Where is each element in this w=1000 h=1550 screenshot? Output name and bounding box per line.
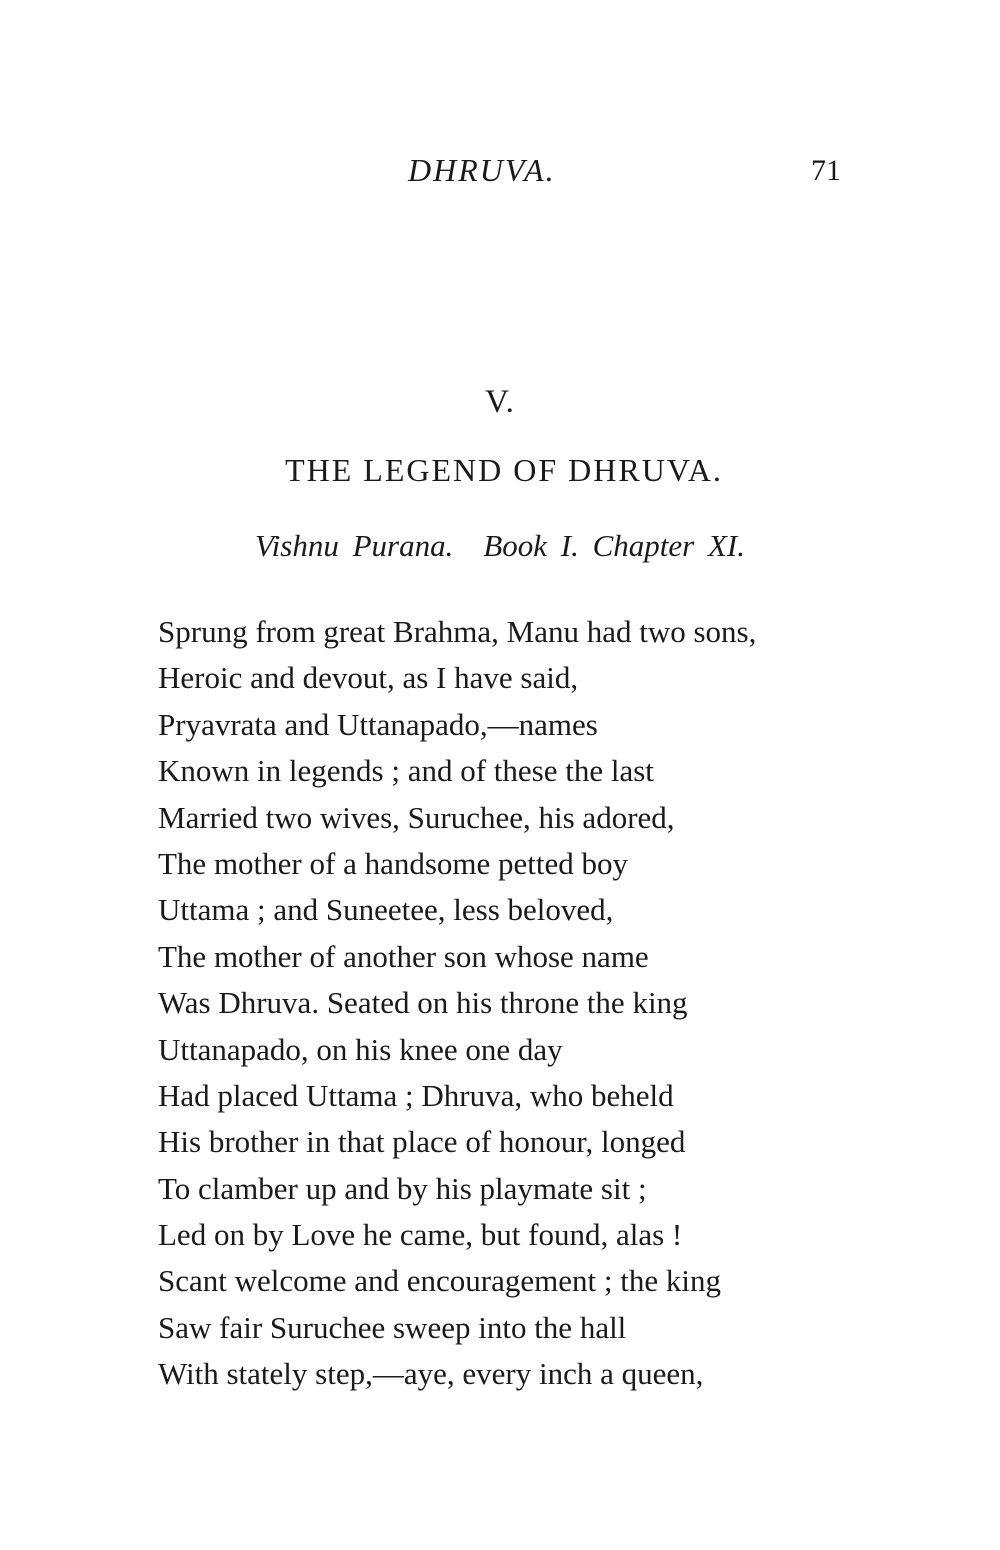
poem-line: Pryavrata and Uttanapado,—names [158, 706, 598, 742]
poem-line: The mother of a handsome petted boy [158, 845, 629, 881]
section-number: V. [485, 384, 515, 420]
poem-line: Married two wives, Suruchee, his adored, [158, 799, 675, 835]
poem-body [158, 609, 878, 1398]
poem-line: Uttanapado, on his knee one day [158, 1031, 563, 1067]
poem-line: With stately step,—aye, every inch a queen, [158, 1356, 704, 1392]
poem-line: Sprung from great Brahma, Manu had two sons, [158, 614, 757, 649]
running-title: DHRUVA. [408, 152, 556, 188]
poem-line: His brother in that place of honour, longed [158, 1124, 686, 1160]
poem-line: Scant welcome and encouragement ; the king [158, 1263, 721, 1299]
source-citation [0, 528, 1000, 564]
poem-line: Uttama ; and Suneetee, less beloved, [158, 892, 614, 928]
poem-line: Led on by Love he came, but found, alas ! [158, 1217, 683, 1253]
section-title: THE LEGEND OF DHRUVA. [285, 452, 723, 488]
poem-line: Was Dhruva. Seated on his throne the king [158, 985, 688, 1021]
poem-line: Known in legends ; and of these the last [158, 753, 654, 789]
poem-line: Heroic and devout, as I have said, [158, 660, 579, 696]
running-head [0, 152, 1000, 196]
poem-line: Had placed Uttama ; Dhruva, who beheld [158, 1077, 674, 1113]
source-location: Book I. Chapter XI. [483, 528, 745, 563]
poem-line: The mother of another son whose name [158, 938, 649, 974]
poem-line: Saw fair Suruchee sweep into the hall [158, 1309, 627, 1345]
source-work: Vishnu Purana. [255, 528, 454, 563]
poem-line: To clamber up and by his playmate sit ; [158, 1170, 647, 1206]
page-number: 71 [811, 154, 841, 187]
